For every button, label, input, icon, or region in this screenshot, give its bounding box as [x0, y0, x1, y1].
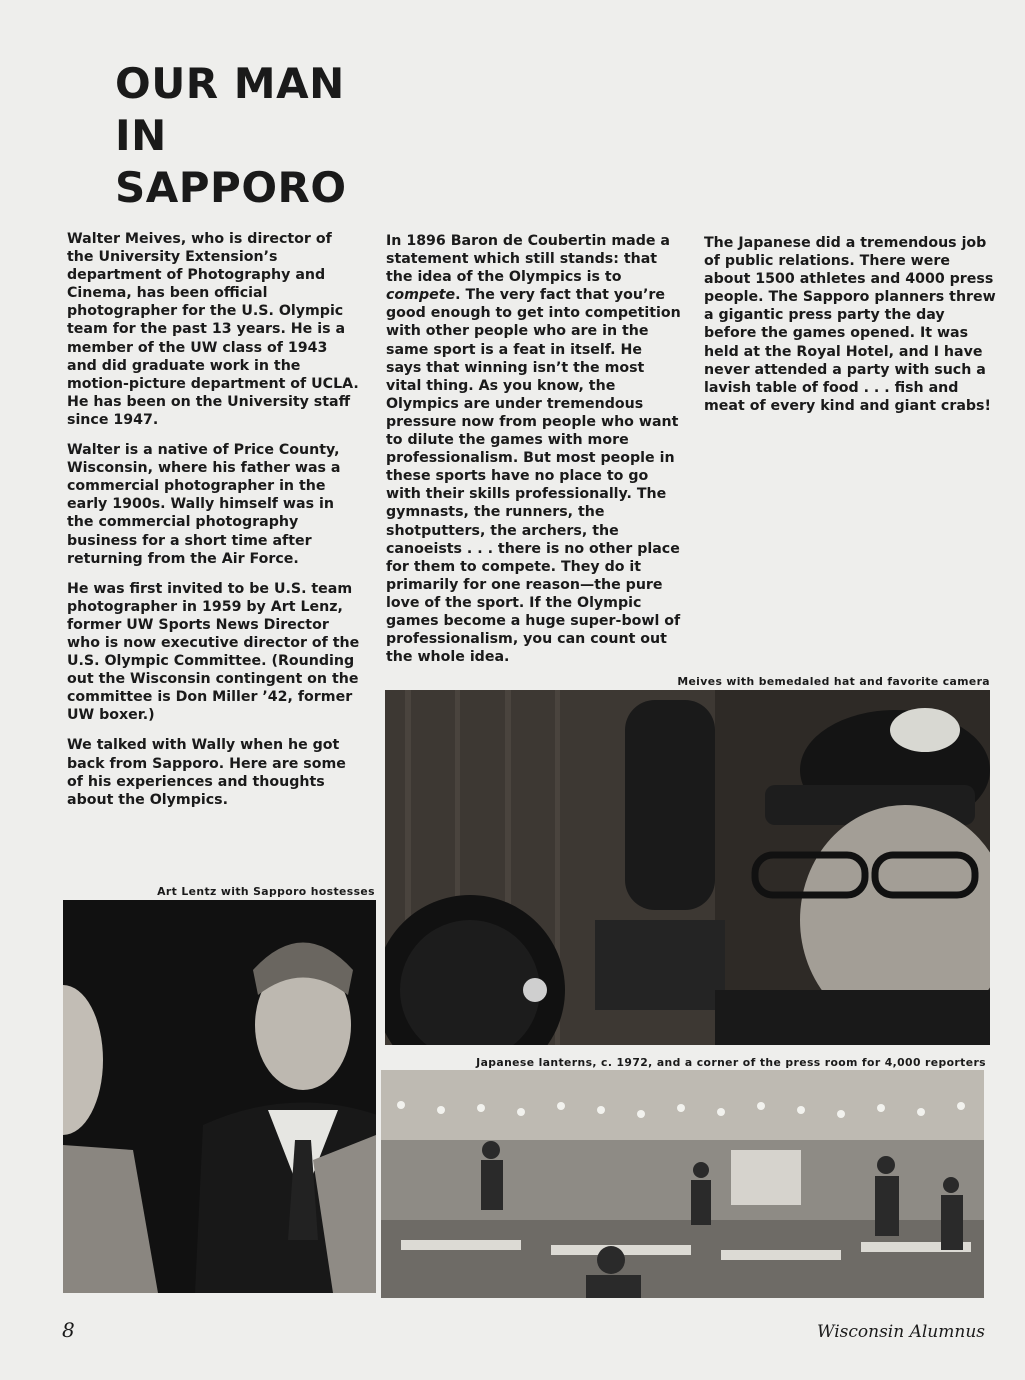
text-column-3	[704, 234, 997, 427]
title-line: IN	[115, 111, 167, 160]
emphasis-text: compete	[386, 287, 456, 304]
photo-pressroom	[381, 1070, 984, 1298]
photo-meives	[385, 690, 990, 1045]
text-column-2	[386, 232, 681, 678]
caption-lentz: Art Lentz with Sapporo hostesses	[157, 885, 375, 898]
paragraph	[386, 232, 681, 666]
magazine-name: Wisconsin Alumnus	[817, 1322, 985, 1342]
photo-lentz	[63, 900, 376, 1293]
paragraph: Walter Meives, who is director of the University Extension’s department of Photography and Cinema, has been official photographer for the U.S. Olympic team for the past 13 years. He is a member of the UW class of 1943 and did graduate work in the motion-picture department of UCLA. He has been on the University staff since 1947.	[67, 231, 359, 428]
page-number: 8	[62, 1318, 75, 1342]
photo-meives-graphic	[385, 690, 990, 1045]
paragraph-text: In 1896 Baron de Coubertin made a statement which still stands: that the idea of the Olympics is to	[386, 233, 670, 286]
photo-pressroom-graphic	[381, 1070, 984, 1298]
paragraph-text: . The very fact that you’re good enough to get into competition with other people who are in the same sport is a feat in itself. He says that winning isn’t the most vital thing. As you know, the Olympics are under tremendous pressure now from people who want to dilute the games with more professionalism. But most people in these sports have no place to go with their skills professionally. The gymnasts, the runners, the shotputters, the archers, the canoeists . . . there is no other place for them to compete. They do it primarily for one reason—the pure love of the sport. If the Olympic games become a huge super-bowl of professionalism, you can count out the whole idea.	[386, 287, 681, 666]
caption-pressroom: Japanese lanterns, c. 1972, and a corner of the press room for 4,000 reporters	[476, 1056, 986, 1069]
title-line: OUR MAN	[115, 59, 345, 108]
paragraph: We talked with Wally when he got back from Sapporo. Here are some of his experiences and thoughts about the Olympics.	[67, 737, 346, 808]
paragraph: He was first invited to be U.S. team photographer in 1959 by Art Lenz, former UW Sports News Director who is now executive director of the U.S. Olympic Committee. (Rounding out the Wisconsin contingent on the committee is Don Miller ’42, former UW boxer.)	[67, 580, 360, 724]
caption-meives: Meives with bemedaled hat and favorite camera	[677, 675, 990, 688]
paragraph: Walter is a native of Price County, Wisconsin, where his father was a commercial photographer in the early 1900s. Wally himself was in the commercial photography business for a short time after returning from the Air Force.	[67, 442, 341, 567]
photo-lentz-graphic	[63, 900, 376, 1293]
title-line: SAPPORO	[115, 163, 347, 212]
article-title	[115, 58, 415, 214]
text-column-1	[67, 230, 362, 821]
paragraph: The Japanese did a tremendous job of public relations. There were about 1500 athletes and 4000 press people. The Sapporo planners threw a gigantic press party the day before the games opened. It was held at the Royal Hotel, and I have never attended a party with such a lavish table of food . . . fish and meat of every kind and giant crabs!	[704, 235, 996, 414]
